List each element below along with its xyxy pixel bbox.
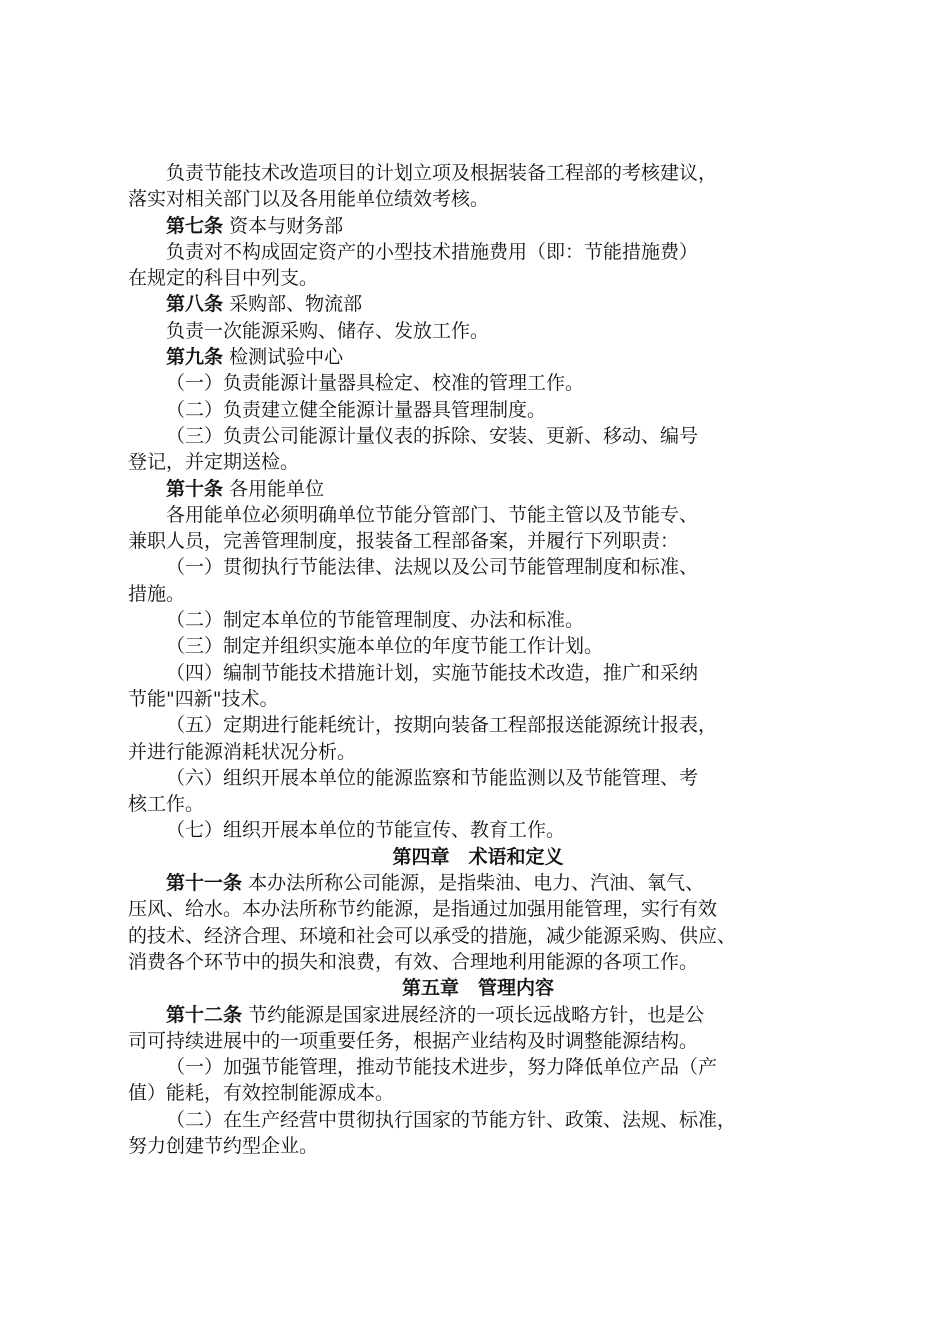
chapter-5-heading: 第五章 管理内容 (401, 977, 555, 1000)
list-item: （二）负责建立健全能源计量器具管理制度。 (166, 398, 547, 421)
article-11: 第十一条 本办法所称公司能源，是指柴油、电力、汽油、氧气、 压风、给水。本办法所称节约能源，是指通过加强用能管理，实行有效 的技术、经济合理、环境和社会可以承受的措施，减少能源采购、供应、 消费各个环节中的损失和浪费，有效、合理地利用能源的各项工作。 (128, 872, 737, 973)
list-item: （三）负责公司能源计量仪表的拆除、安装、更新、移动、编号 登记，并定期送检。 (128, 424, 699, 474)
list-item: （四）编制节能技术措施计划，实施节能技术改造，推广和采纳 节能"四新"技术。 (128, 661, 699, 710)
list-item: （七）组织开展本单位的节能宣传、教育工作。 (166, 819, 566, 842)
list-item: （一）加强节能管理，推动节能技术进步，努力降低单位产品（产 值）能耗，有效控制能源成本。 (128, 1056, 718, 1105)
paragraph: 负责对不构成固定资产的小型技术措施费用（即：节能措施费） 在规定的科目中列支。 (128, 240, 699, 290)
article-12: 第十二条 节约能源是国家进展经济的一项长远战略方针，也是公 司可持续进展中的一项重要任务，根据产业结构及时调整能源结构。 (128, 1003, 705, 1052)
list-item: （二）在生产经营中贯彻执行国家的节能方针、政策、法规、标准， 努力创建节约型企业。 (128, 1108, 737, 1157)
paragraph: 各用能单位必须明确单位节能分管部门、节能主管以及节能专、 兼职人员，完善管理制度，报装备工程部备案，并履行下列职责： (128, 503, 699, 553)
list-item: （三）制定并组织实施本单位的年度节能工作计划。 (166, 635, 604, 658)
article-7-heading: 第七条 资本与财务部 (166, 214, 344, 237)
chapter-4-heading: 第四章 术语和定义 (392, 845, 564, 868)
article-8-heading: 第八条 采购部、物流部 (166, 293, 363, 316)
list-item: （一）负责能源计量器具检定、校准的管理工作。 (166, 372, 585, 395)
list-item: （五）定期进行能耗统计，按期向装备工程部报送能源统计报表， 并进行能源消耗状况分析。 (128, 714, 718, 763)
article-9-heading: 第九条 检测试验中心 (166, 346, 344, 369)
paragraph: 负责一次能源采购、储存、发放工作。 (166, 319, 490, 342)
list-item: （二）制定本单位的节能管理制度、办法和标准。 (166, 609, 585, 632)
document-page (128, 160, 828, 1159)
list-item: （一）贯彻执行节能法律、法规以及公司节能管理制度和标准、 措施。 (128, 556, 699, 605)
article-10-heading: 第十条 各用能单位 (166, 477, 325, 500)
paragraph: 负责节能技术改造项目的计划立项及根据装备工程部的考核建议， 落实对相关部门以及各用能单位绩效考核。 (128, 162, 718, 211)
list-item: （六）组织开展本单位的能源监察和节能监测以及节能管理、考 核工作。 (128, 766, 699, 816)
